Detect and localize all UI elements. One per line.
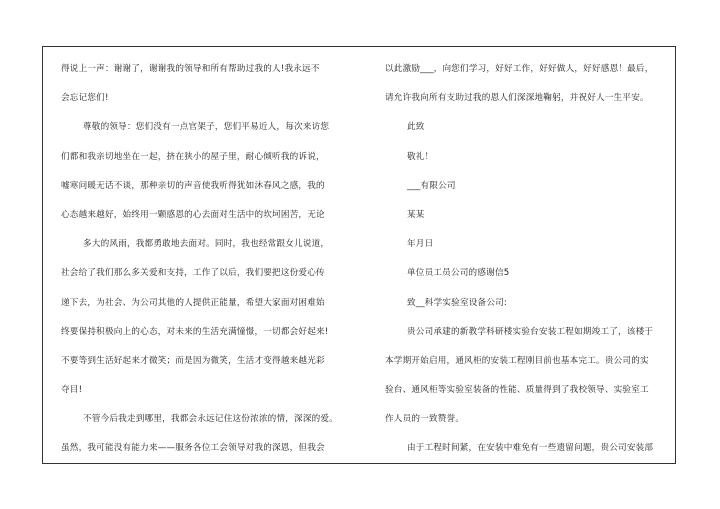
text-line: 由于工程时间紧，在安装中难免有一些遗留问题，贵公司安装部 (407, 443, 654, 454)
text-line: 本学期开始启用，通风柜的安装工程刚目前也基本完工。贵公司的实 (385, 355, 649, 366)
text-line: 终要保持积极向上的心态，对未来的生活充满憧憬，一切都会好起来! (61, 326, 329, 337)
text-line: 敬礼！ (407, 151, 434, 162)
text-line: 们都和我亲切地坐在一起，挤在狭小的屋子里，耐心倾听我的诉说， (61, 151, 325, 162)
text-line: 会忘记您们! (61, 93, 109, 104)
text-line: 不管今后我走到哪里，我都会永远记住这份浓浓的情，深深的爱。 (83, 414, 339, 425)
text-line: 贵公司承建的新教学科研楼实验台安装工程如期竣工了，该楼于 (407, 326, 654, 337)
text-line: 夺目! (61, 385, 83, 396)
right-column (385, 55, 673, 464)
text-line: 此致 (407, 122, 425, 133)
text-line: 虽然，我可能没有能力来——服务各位工会领导对我的深恩，但我会 (61, 443, 325, 454)
text-line: 某某 (407, 209, 425, 220)
text-line: 嘘寒问暖无话不谈，那种亲切的声音使我听得犹如沐春风之感，我的 (61, 180, 325, 191)
text-line: 社会给了我们那么多关爱和支持，工作了以后，我们要把这份爱心传 (61, 268, 325, 279)
text-line: 验台、通风柜等实验室装备的性能、质量得到了我校领导、实验室工 (385, 385, 649, 396)
text-line: 心态越来越好，始终用一颗感恩的心去面对生活中的坎坷困苦，无论 (61, 209, 325, 220)
text-line: 多大的风雨，我都勇敢地去面对。同时，我也经常跟女儿说道， (83, 239, 330, 250)
text-line: 不要等到生活好起来才微笑；而是因为微笑，生活才变得越来越光彩 (61, 355, 325, 366)
text-line: 年月日 (407, 239, 434, 250)
text-line: 请允许我向所有支助过我的恩人们深深地鞠躬，并祝好人一生平安。 (385, 93, 649, 104)
text-line: 致__科学实验室设备公司: (407, 297, 508, 308)
text-line: 尊敬的领导：您们没有一点官架子，您们平易近人，每次来访您 (83, 122, 330, 133)
left-column (61, 55, 353, 464)
text-line: 递下去，为社会、为公司其他的人提供正能量，希望大家面对困难始 (61, 297, 325, 308)
text-line: 单位员工员公司的感谢信5 (407, 268, 510, 279)
text-line: ___有限公司 (407, 180, 456, 191)
text-line: 以此激励___，向您们学习，好好工作，好好做人，好好感恩！最后， (385, 64, 654, 74)
text-line: 作人员的一致赞誉。 (385, 414, 465, 425)
page-frame (42, 46, 676, 464)
text-line: 得说上一声：谢谢了，谢谢我的领导和所有帮助过我的人!我永远不 (61, 64, 320, 74)
